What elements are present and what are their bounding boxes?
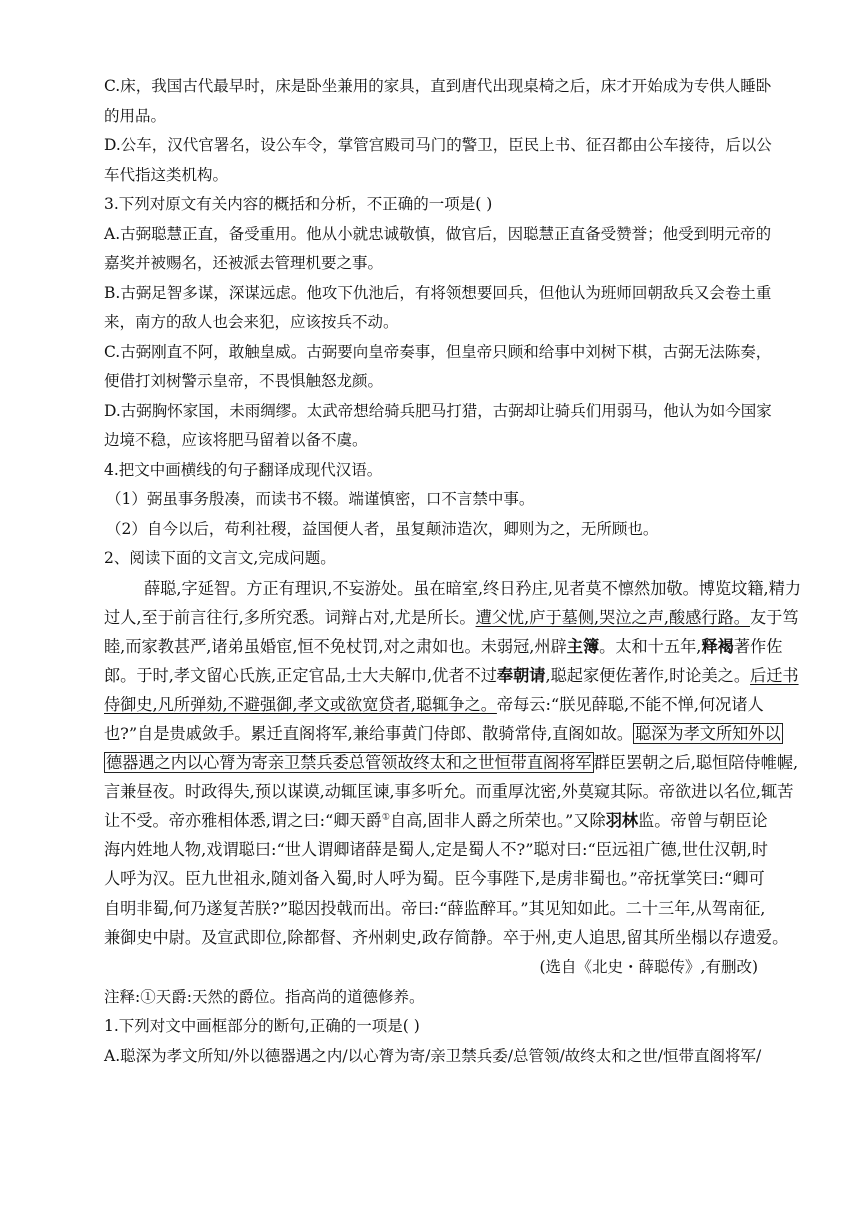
q2-option-c-line2: 的用品。 (104, 106, 167, 125)
footnote-marker: ① (381, 812, 390, 823)
passage-line: 也?”自是贵戚敛手。累迁直阁将军,兼给事黄门侍郎、散骑常侍,直阁如故。 聪深为孝文所知外以 (104, 723, 781, 743)
bold-term: 奉朝请 (496, 665, 546, 685)
passage-line: 睦,而家教甚严,诸弟虽婚宦,恒不免杖罚,对之肃如也。未弱冠,州辟主簿。太和十五年,释褐著作佐 (104, 636, 783, 656)
passage-line: 言兼昼夜。时政得失,预以谋谟,动辄匡谏,事多听允。而重厚沈密,外莫窥其际。帝欲进以名位,辄苦 (104, 782, 794, 802)
q2-option-c-line1: C.床，我国古代最早时，床是卧坐兼用的家具，直到唐代出现桌椅之后，床才开始成为专供人睡卧 (104, 77, 772, 95)
q3-stem: 3.下列对原文有关内容的概括和分析，不正确的一项是( ) (104, 195, 493, 213)
passage-line: 薛聪,字延智。方正有理识,不妄游处。虽在暗室,终日矜庄,见者莫不懔然加敬。博览坟籍,精力 (144, 578, 802, 598)
passage-line: 让不受。帝亦雅相体悉,谓之曰:“卿天爵①自高,固非人爵之所荣也。”又除羽林监。帝曾与朝臣论 (104, 811, 768, 831)
bold-term: 主簿 (566, 636, 600, 656)
underlined-sentence: 后迁书 (750, 665, 799, 685)
q3-option-b-line2: 来，南方的敌人也会来犯，应该按兵不动。 (104, 313, 399, 331)
q2-option-d-line2: 车代指这类机构。 (104, 165, 229, 184)
underlined-sentence: 侍御史,凡所弹劾,不避强御,孝文或欲宽贷者,聪辄争之。 (104, 694, 497, 714)
q1-option-a: A.聪深为孝文所知/外以德器遇之内/以心膂为寄/亲卫禁兵委/总管领/故终太和之世/恒带直阁将军/ (104, 1046, 762, 1065)
q3-option-d-line2: 边境不稳，应该将肥马留着以备不虞。 (104, 431, 368, 449)
q3-option-c-line2: 便借打刘树警示皇帝，不畏惧触怒龙颜。 (104, 372, 384, 390)
bold-term: 释褐 (701, 636, 734, 656)
passage-line: 人呼为汉。臣九世祖永,随刘备入蜀,时人呼为蜀。臣今事陛下,是虏非蜀也。”帝抚掌笑曰:“卿可 (104, 869, 765, 889)
q2-option-d-line1: D.公车，汉代官署名，设公车令，掌管宫殿司马门的警卫，臣民上书、征召都由公车接待，后以公 (104, 136, 772, 154)
q3-option-b-line1: B.古弼足智多谋，深谋远虑。他攻下仇池后，有将领想要回兵，但他认为班师回朝敌兵又会卷土重 (104, 283, 772, 302)
section-2-heading: 2、阅读下面的文言文,完成问题。 (104, 549, 336, 567)
underlined-sentence: 遭父忧,庐于墓侧,哭泣之声,酸感行路。 (475, 607, 750, 627)
q1-stem: 1.下列对文中画框部分的断句,正确的一项是( ) (104, 1017, 420, 1036)
q3-option-c-line1: C.古弼刚直不阿，敢触皇威。古弼要向皇帝奏事，但皇帝只顾和给事中刘树下棋，古弼无法陈奏， (104, 342, 772, 361)
passage-line: 郎。于时,孝文留心氏族,正定官品,士大夫解巾,优者不过奉朝请,聪起家便佐著作,时论美之。后迁书 (104, 665, 799, 685)
boxed-passage: 德器遇之内以心膂为寄亲卫禁兵委总管领故终太和之世恒带直阁将军 (106, 753, 592, 773)
passage-line: 过人,至于前言往行,多所究悉。词辩占对,尤是所长。遭父忧,庐于墓侧,哭泣之声,酸感行路。友于笃 (104, 607, 799, 627)
q4-stem: 4.把文中画横线的句子翻译成现代汉语。 (104, 460, 383, 479)
passage-source: (选自《北史・薛聪传》,有删改) (539, 957, 758, 976)
bold-term: 羽林 (605, 811, 639, 831)
passage-line: 侍御史,凡所弹劾,不避强御,孝文或欲宽贷者,聪辄争之。帝每云:“朕见薛聪,不能不惮,何况诸人 (104, 694, 764, 714)
boxed-passage: 聪深为孝文所知外以 (635, 723, 781, 743)
q3-option-a-line1: A.古弼聪慧正直，备受重用。他从小就忠诚敬慎，做官后，因聪慧正直备受赞誉；他受到明元帝的 (104, 224, 772, 243)
q3-option-a-line2: 嘉奖并被赐名，还被派去管理机要之事。 (104, 254, 384, 272)
footnote: 注释:①天爵:天然的爵位。指高尚的道德修养。 (104, 987, 425, 1006)
passage-line: 自明非蜀,何乃遂复苦朕?”聪因投戟而出。帝曰:“薛监醉耳。”其见知如此。二十三年,从驾南征, (104, 898, 766, 918)
passage-line: 海内姓地人物,戏谓聪曰:“世人谓卿诸薛是蜀人,定是蜀人不?”聪对曰:“臣远祖广德,世仕汉朝,时 (104, 840, 768, 860)
passage-line: 兼御史中尉。及宣武即位,除都督、齐州刺史,政存简静。卒于州,吏人追思,留其所坐榻以存遗爱。 (104, 927, 789, 947)
passage-line: 德器遇之内以心膂为寄亲卫禁兵委总管领故终太和之世恒带直阁将军 群臣罢朝之后,聪恒陪侍帷幄, (106, 753, 799, 773)
q4-sentence-1: （1）弼虽事务殷凑，而读书不辍。端谨慎密，口不言禁中事。 (106, 490, 535, 508)
q3-option-d-line1: D.古弼胸怀家国，未雨绸缪。太武帝想给骑兵肥马打猎，古弼却让骑兵们用弱马，他认为如今国家 (104, 401, 772, 420)
classical-passage (104, 574, 802, 983)
q4-sentence-2: （2）自今以后，苟利社稷，益国便人者，虽复颠沛造次，卿则为之，无所顾也。 (106, 519, 659, 538)
